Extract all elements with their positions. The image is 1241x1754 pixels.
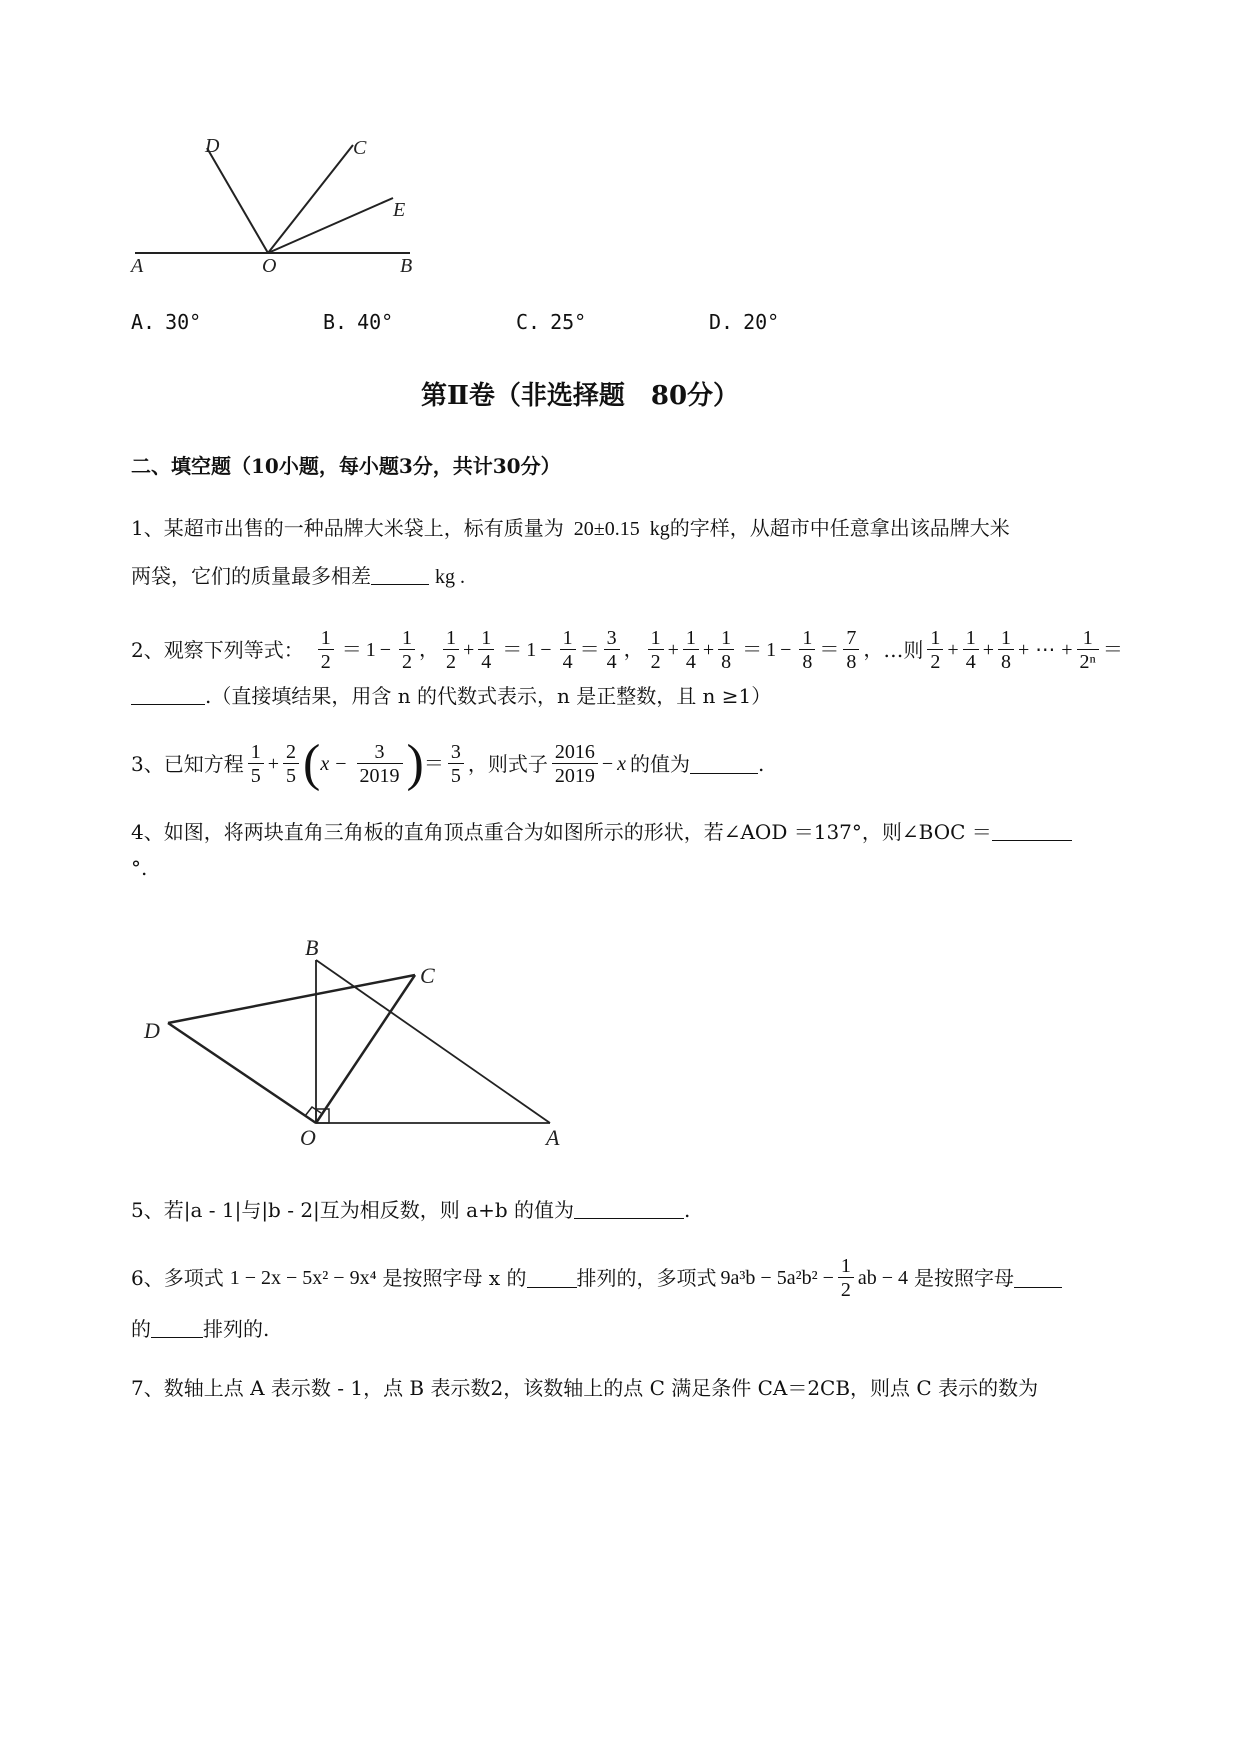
label-d: D (144, 1018, 160, 1043)
answer-blank-3[interactable] (690, 755, 758, 774)
label-o: O (300, 1125, 316, 1150)
question-2: 2、观察下列等式： $\frac{1}{2}$ ＝ 1 − $\frac{1}{2}$ ， $\frac{1}{2}$ + $\frac{1}{4}$ ＝ 1 − $\frac{1}{4}$ ＝ $\frac{3}{4}$ ， $\frac{1}{2}$ + $\frac{1}{4}$ + $\frac{1}{8}$ ＝ 1 − $\frac{1}{8}$ ＝ $\frac{7}{8}$ ， …则 $\frac{1}{2}$ + $\frac{1}{4}$ + $\frac{1}{8}$ + ⋯ + $\frac{1}{\text{2ⁿ}}$ ＝ (131, 626, 1123, 673)
figure-triangles (140, 935, 580, 1155)
ray-oe (268, 198, 393, 253)
choice-c[interactable]: C. 25° (516, 310, 587, 334)
choice-b[interactable]: B. 40° (323, 310, 394, 334)
question-5: 5、若|a - 1|与|b - 2|互为相反数，则 a+b 的值为 . (131, 1198, 691, 1222)
ray-oc (268, 145, 353, 253)
label-b: B (400, 255, 413, 277)
label-a: A (131, 255, 144, 277)
label-o: O (262, 255, 277, 277)
segment-od (168, 1023, 316, 1123)
question-6: 6、多项式 1 − 2x − 5x² − 9x⁴ 是按照字母 x 的 排列的，多项式 9a³b − 5a²b² − $\frac{1}{2}$ ab − 4 是按照字母 (131, 1250, 1062, 1306)
segment-oc (316, 975, 415, 1123)
question-4: 4、如图，将两块直角三角板的直角顶点重合为如图所示的形状，若∠AOD ＝137°，则∠BOC ＝ (131, 822, 1072, 842)
answer-blank-1[interactable] (371, 566, 429, 585)
label-e: E (393, 199, 406, 221)
label-d: D (205, 135, 220, 157)
answer-blank-4[interactable] (992, 822, 1072, 841)
part-title: 第Ⅱ卷（非选择题 80分） (420, 381, 740, 411)
answer-blank-6c[interactable] (151, 1319, 203, 1338)
figure-angles (125, 130, 425, 280)
ray-od (207, 148, 268, 253)
choice-list (0, 310, 1241, 334)
question-7: 7、数轴上点 A 表示数 - 1，点 B 表示数2，该数轴上的点 C 满足条件 CA＝2CB，则点 C 表示的数为 (131, 1376, 1039, 1400)
label-b: B (305, 935, 319, 960)
question-2-line2: .（直接填结果，用含 n 的代数式表示，n 是正整数，且 n ≥1） (131, 686, 771, 706)
question-1-line2: 两袋，它们的质量最多相差 kg . (131, 564, 465, 588)
choice-a[interactable]: A. 30° (131, 310, 202, 334)
answer-blank-2[interactable] (131, 686, 205, 705)
choice-d[interactable]: D. 20° (709, 310, 780, 334)
label-c: C (420, 963, 435, 988)
question-4-line2: °. (131, 856, 148, 880)
question-6-line2: 的 排列的. (131, 1317, 270, 1341)
segment-dc (168, 975, 415, 1023)
question-3: 3、已知方程 $\frac{1}{5}$ + $\frac{2}{5}$ ( x − $\frac{3}{2019}$ ) ＝ $\frac{3}{5}$ ，则式子 $\frac{2016}{2019}$ − x 的值为 . (131, 735, 765, 792)
label-c: C (353, 137, 367, 159)
answer-blank-6b[interactable] (1014, 1269, 1062, 1288)
answer-blank-5[interactable] (574, 1200, 684, 1219)
label-a: A (546, 1125, 560, 1150)
answer-blank-6a[interactable] (527, 1269, 577, 1288)
section-title: 二、填空题（10小题，每小题3分，共计30分） (131, 454, 561, 478)
question-1: 1、某超市出售的一种品牌大米袋上，标有质量为 20±0.15 kg的字样，从超市中任意拿出该品牌大米 (131, 516, 1010, 540)
